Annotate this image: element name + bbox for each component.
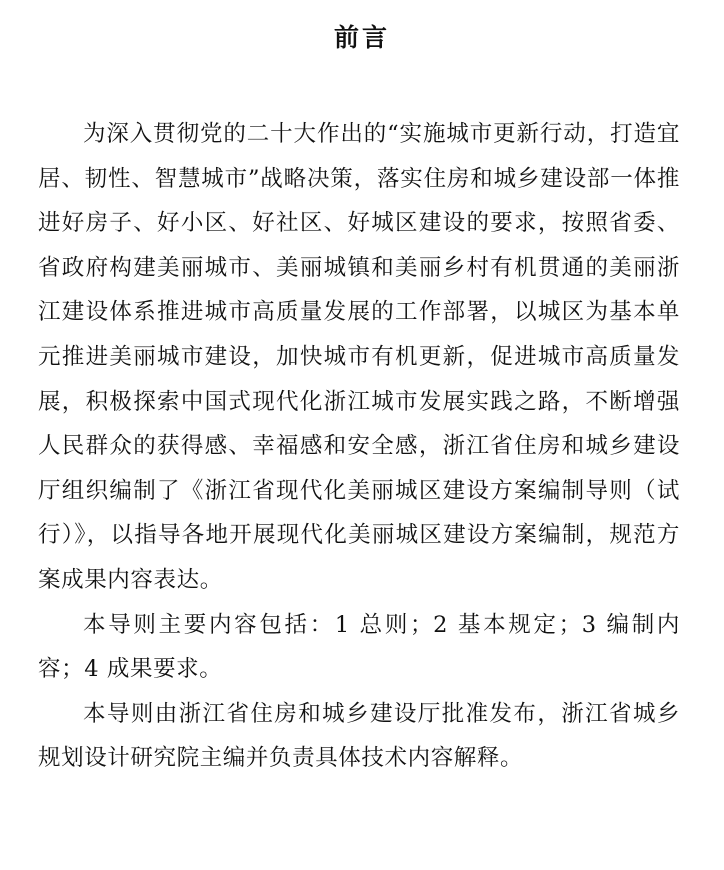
paragraph-intro: 为深入贯彻党的二十大作出的“实施城市更新行动，打造宜居、韧性、智慧城市”战略决策，落实住房和城乡建设部一体推进好房子、好小区、好社区、好城区建设的要求，按照省委、省政府构建美丽城市、美丽城镇和美丽乡村有机贯通的美丽浙江建设体系推进城市高质量发展的工作部署，以城区为基本单元推进美丽城市建设，加快城市有机更新，促进城市高质量发展，积极探索中国式现代化浙江城市发展实践之路，不断增强人民群众的获得感、幸福感和安全感，浙江省住房和城乡建设厅组织编制了《浙江省现代化美丽城区建设方案编制导则（试行）》，以指导各地开展现代化美丽城区建设方案编制，规范方案成果内容表达。 bbox=[38, 121, 680, 593]
paragraph-contents: 本导则主要内容包括：1 总则；2 基本规定；3 编制内容；4 成果要求。 bbox=[38, 611, 680, 683]
paragraph-publisher: 本导则由浙江省住房和城乡建设厅批准发布，浙江省城乡规划设计研究院主编并负责具体技术内容解释。 bbox=[38, 700, 680, 772]
page-title: 前言 bbox=[333, 23, 390, 52]
document-body bbox=[38, 112, 680, 781]
